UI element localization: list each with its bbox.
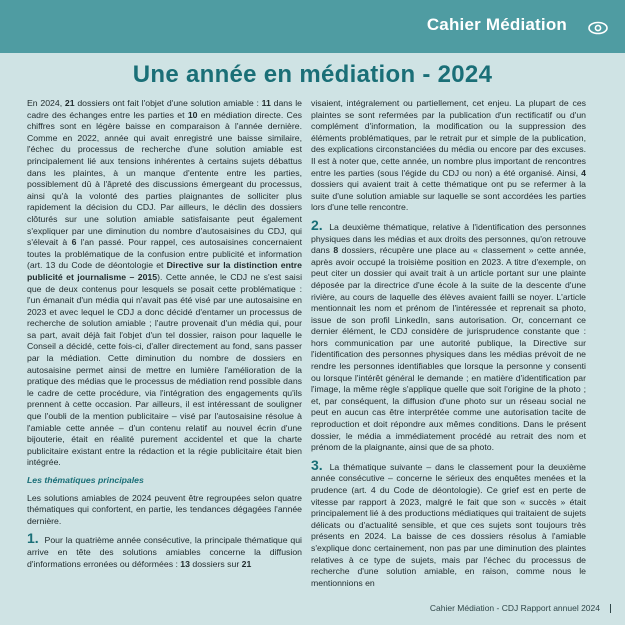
theme-item-1: [27, 530, 302, 570]
section-heading: Les thématiques principales: [27, 475, 144, 485]
footer: [430, 603, 611, 613]
text: l'an passé. Pour rappel, ces autosaisines concernaient toutes la problématique de la confusion entre publicité et information (art. 13 du Code de déontologie et: [27, 237, 302, 271]
item-number: 1.: [27, 530, 39, 547]
directive-link: Directive sur la distinction entre publicité et journalisme – 2015: [27, 260, 302, 282]
themes-intro: Les solutions amiables de 2024 peuvent être regroupées selon quatre thématiques qui confortent, en partie, les tendances dégagées l'année dernière.: [27, 492, 302, 526]
text: dossiers, récupère une place au « classement » cette année, après avoir occupé la troisième position en 2023. A titre d'exemple, on peut citer un dossier qui avait trait à un article portant sur une plainte déposée par la directrice d'une école à la suite de la descente d'une rivière, au cours de laquelle des élèves avaient failli se noyer. L'article mentionnait les nom et prénom de l'intéressée et reprenait sa photo, issue de son profil LinkedIn, sans autorisation. Or, concernant ce dernier élément, le CDJ considère de jurisprudence constante que : hors communication par une autorité publique, la Directive sur l'identification des personnes physiques dans les médias prévoit de ne rendre les personnes identifiables que lorsque la personne y consenti ou lorsque l'intérêt général le demande ; en matière d'identification par l'image, la même règle s'applique quelle que soit l'origine de la photo ; et, par conséquent, la diffusion d'une photo sur un réseau social ne peut en aucun cas être interprétée comme une autorisation tacite de reproduction et doit répondre aux mêmes conditions. Dans le présent dossier, le média a immédiatement procédé au retrait des nom et prénom de la plaignante, ainsi que de sa photo.: [311, 245, 586, 453]
theme-item-3: [311, 456, 586, 590]
text: dossiers sur: [189, 558, 242, 569]
bold-number: 21: [241, 558, 252, 569]
text: La deuxième thématique, relative à l'identification des personnes physiques dans les médias et aux droits des personnes, qu'on retrouve dans: [311, 221, 586, 256]
text: Pour la quatrième année consécutive, la principale thématique qui arrive en tête des solutions amiables concerne la diffusion d'informations erronées ou déformées :: [27, 535, 302, 569]
left-column: [27, 98, 302, 598]
bold-number: 13: [180, 558, 190, 569]
continuation-paragraph: [311, 98, 586, 214]
right-column: [311, 98, 586, 598]
text: visaient, intégralement ou partiellement, cet enjeu. La plupart de ces plaintes se sont refermées par la publication d'un rectificatif ou d'un complément d'information, la modification ou la suppression des éléments problématiques, par le retrait pur et simple de la publication, des explications circonstanciées du média ou encore par des excuses. Il est à noter que, cette année, un nombre plus important de rencontres entre les parties (sous l'égide du CDJ ou non) a été organisé. Ainsi,: [311, 98, 586, 178]
text: ). Cette année, le CDJ ne s'est saisi que de deux contenus pour lesquels se posait cette problématique : l'un émanait d'un média qui n'avait pas été visé par une autosaisine en 2023 et avec lequel le CDJ a donc décidé d'entamer un processus de recherche de solution amiable ; l'autre provenait d'un média qui, pour sa part, avait déjà fait l'objet d'un tel dossier, raison pour laquelle le Conseil a décidé, cette fois-ci, d'aller directement au fond, sans passer par la médiation. Cette diminution du nombre de dossiers en autosaisine permet ainsi de mettre en lumière l'amélioration de la pratique des médias que le processus de médiation rend possible dans le cadre de cette procédure, via l'intégration des engagements qu'ils prennent à cette occasion. Par ailleurs, il est intéressant de souligner que l'oubli de la mention publicitaire – visé par l'autosaisine résolue à l'amiable cette année – d'un contenu relatif au nouvel écrin d'une bijouterie, était en réalité purement accidentel et que la charte publicitaire existant entre la rédaction et la régie publicitaire était bien intégrée.: [27, 271, 302, 468]
theme-item-2: [311, 216, 586, 454]
eye-icon: [587, 17, 609, 39]
item-number: 2.: [311, 216, 323, 233]
bold-number: 8: [333, 245, 339, 256]
text: dossiers qui avaient trait à cette thématique ont pu se refermer à la suite d'une solution amiable sur laquelle se sont accordées les parties lors d'une telle rencontre.: [311, 179, 586, 213]
footer-divider: [610, 604, 611, 613]
footer-text: Cahier Médiation - CDJ Rapport annuel 2024: [429, 602, 600, 613]
text: en médiation directe. Ces chiffres sont en légère baisse en comparaison à l'année dernière. Comme en 2022, année qui avait enregistré une baisse similaire, l'échec du processus de recherche d'une solution amiable est principalement lié aux tensions inhérentes à certains sujets débattus dans les plaintes, à un manque d'entente entre les parties, possiblement dû à l'âpreté des discussions émergeant du processus, ainsi qu'à la volonté des parties plaignantes de solliciter plus rapidement la décision du CDJ. Par ailleurs, le déclin des dossiers clôturés sur une solution amiable satisfaisante peut également s'expliquer par une diminution du nombre d'autosaisines du CDJ, qui s'élevait à: [27, 109, 302, 248]
bold-number: 6: [71, 237, 77, 248]
bold-number: 21: [64, 98, 75, 108]
text: dans le cadre des échanges entre les parties et: [27, 98, 302, 120]
item-number: 3.: [311, 456, 323, 473]
text: En 2024,: [27, 98, 65, 108]
text: La thématique suivante – dans le classement pour la deuxième année consécutive – concerne le sérieux des enquêtes menées et la prudence (art. 4 du Code de déontologie). Ce grief est en perte de vitesse par rapport à 2023, malgré le fait que son « succès » était principalement lié à des productions médiatiques qui traitaient de sujets délicats ou d'actualité sensible, et que ces sujets sont toujours très présents en 2024. La baisse de ces dossiers résolus à l'amiable s'explique donc certainement, non pas par une diminution des plaintes relatives à ce type de sujets, mais par l'échec du processus de recherche d'une solution amiable, en raison, comme nous le mentionnions en: [311, 461, 586, 588]
text: dossiers ont fait l'objet d'une solution amiable :: [74, 98, 262, 108]
page-title: Une année en médiation - 2024: [132, 61, 493, 88]
bold-number: 4: [581, 167, 586, 178]
bold-number: 11: [261, 98, 271, 108]
bold-number: 10: [187, 109, 198, 120]
intro-paragraph: [27, 98, 302, 469]
header-title: Cahier Médiation: [426, 15, 567, 34]
